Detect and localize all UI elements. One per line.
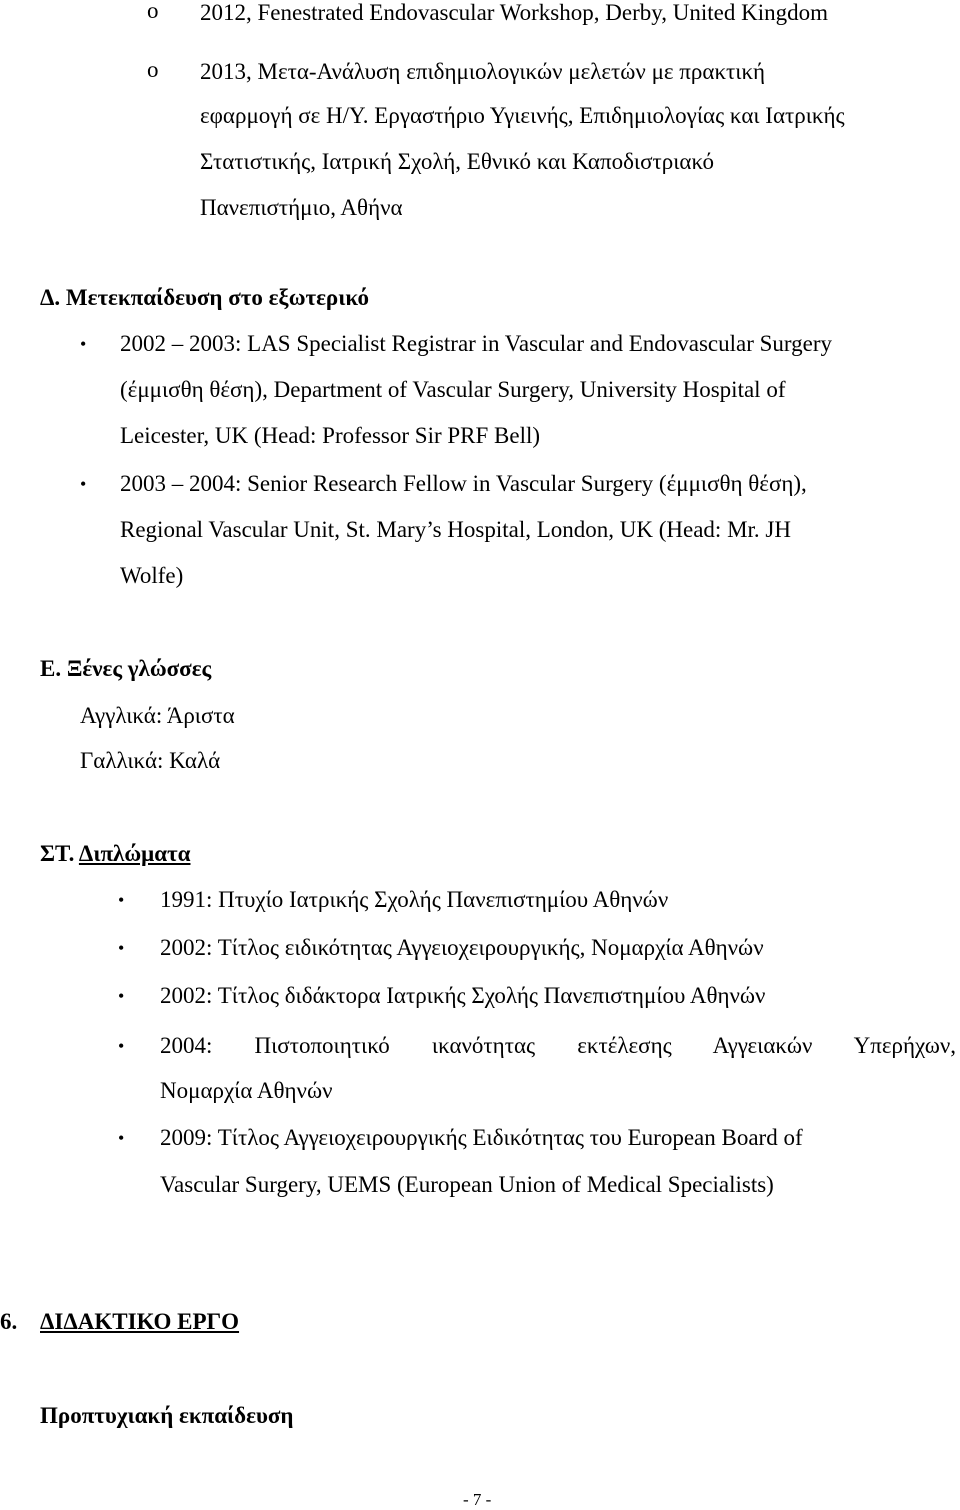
workshop-item-2013-line-2: εφαρμογή σε Η/Υ. Εργαστήριο Υγιεινής, Επιδημιολογίας και Ιατρικής <box>200 103 845 128</box>
workshop-item-2013-line-3: Στατιστικής, Ιατρική Σχολή, Εθνικό και Καποδιστριακό <box>200 149 715 174</box>
diploma-item-2009-line-2: Vascular Surgery, UEMS (European Union of Medical Specialists) <box>160 1172 774 1197</box>
diploma-item-2002-phd: 2002: Τίτλος διδάκτορα Ιατρικής Σχολής Πανεπιστημίου Αθηνών <box>160 983 766 1008</box>
bullet-dot-icon: • <box>118 1036 125 1056</box>
section-e-title: Ε. Ξένες γλώσσες <box>40 656 212 681</box>
section-d-item-1-line-2: (έμμισθη θέση), Department of Vascular Surgery, University Hospital of <box>120 377 786 402</box>
section-d-item-1-line-1: 2002 – 2003: LAS Specialist Registrar in Vascular and Endovascular Surgery <box>120 331 833 356</box>
diploma-item-2002-specialty: 2002: Τίτλος ειδικότητας Αγγειοχειρουργικής, Νομαρχία Αθηνών <box>160 935 764 960</box>
section-6-number: 6. <box>0 1309 18 1334</box>
section-st-heading: Διπλώματα <box>78 841 191 866</box>
subsection-title: Προπτυχιακή εκπαίδευση <box>40 1403 294 1428</box>
section-d-title: Δ. Μετεκπαίδευση στο εξωτερικό <box>40 285 369 310</box>
bullet-dot-icon: • <box>80 334 87 354</box>
list-marker-o: o <box>147 57 159 82</box>
workshop-item-2012: 2012, Fenestrated Endovascular Workshop, Derby, United Kingdom <box>200 0 828 25</box>
diploma-item-1991: 1991: Πτυχίο Ιατρικής Σχολής Πανεπιστημίου Αθηνών <box>160 887 669 912</box>
section-st-title <box>40 839 190 869</box>
section-st-prefix: ΣΤ. <box>40 841 79 866</box>
section-d-item-2-line-1: 2003 – 2004: Senior Research Fellow in Vascular Surgery (έμμισθη θέση), <box>120 471 807 496</box>
list-marker-o: o <box>147 0 159 23</box>
bullet-dot-icon: • <box>118 1128 125 1148</box>
bullet-dot-icon: • <box>118 890 125 910</box>
language-english: Αγγλικά: Άριστα <box>80 703 235 728</box>
bullet-dot-icon: • <box>118 986 125 1006</box>
bullet-dot-icon: • <box>118 938 125 958</box>
workshop-item-2013-line-4: Πανεπιστήμιο, Αθήνα <box>200 195 403 220</box>
diploma-item-2004-line-2: Νομαρχία Αθηνών <box>160 1078 333 1103</box>
workshop-item-2013-line-1: 2013, Μετα-Ανάλυση επιδημιολογικών μελετών με πρακτική <box>200 59 766 84</box>
bullet-dot-icon: • <box>80 474 87 494</box>
section-d-item-2-line-2: Regional Vascular Unit, St. Mary’s Hospital, London, UK (Head: Mr. JH <box>120 517 791 542</box>
section-6-title: ΔΙΔΑΚΤΙΚΟ ΕΡΓΟ <box>40 1309 240 1334</box>
section-d-item-1-line-3: Leicester, UK (Head: Professor Sir PRF Bell) <box>120 423 541 448</box>
section-d-item-2-line-3: Wolfe) <box>120 563 184 588</box>
diploma-item-2004-line-1: 2004: Πιστοποιητικό ικανότητας εκτέλεσης Αγγειακών Υπερήχων, <box>160 1033 956 1058</box>
diploma-item-2009-line-1: 2009: Τίτλος Αγγειοχειρουργικής Ειδικότητας του European Board of <box>160 1125 803 1150</box>
page-number: - 7 - <box>463 1490 492 1509</box>
language-french: Γαλλικά: Καλά <box>80 748 221 773</box>
